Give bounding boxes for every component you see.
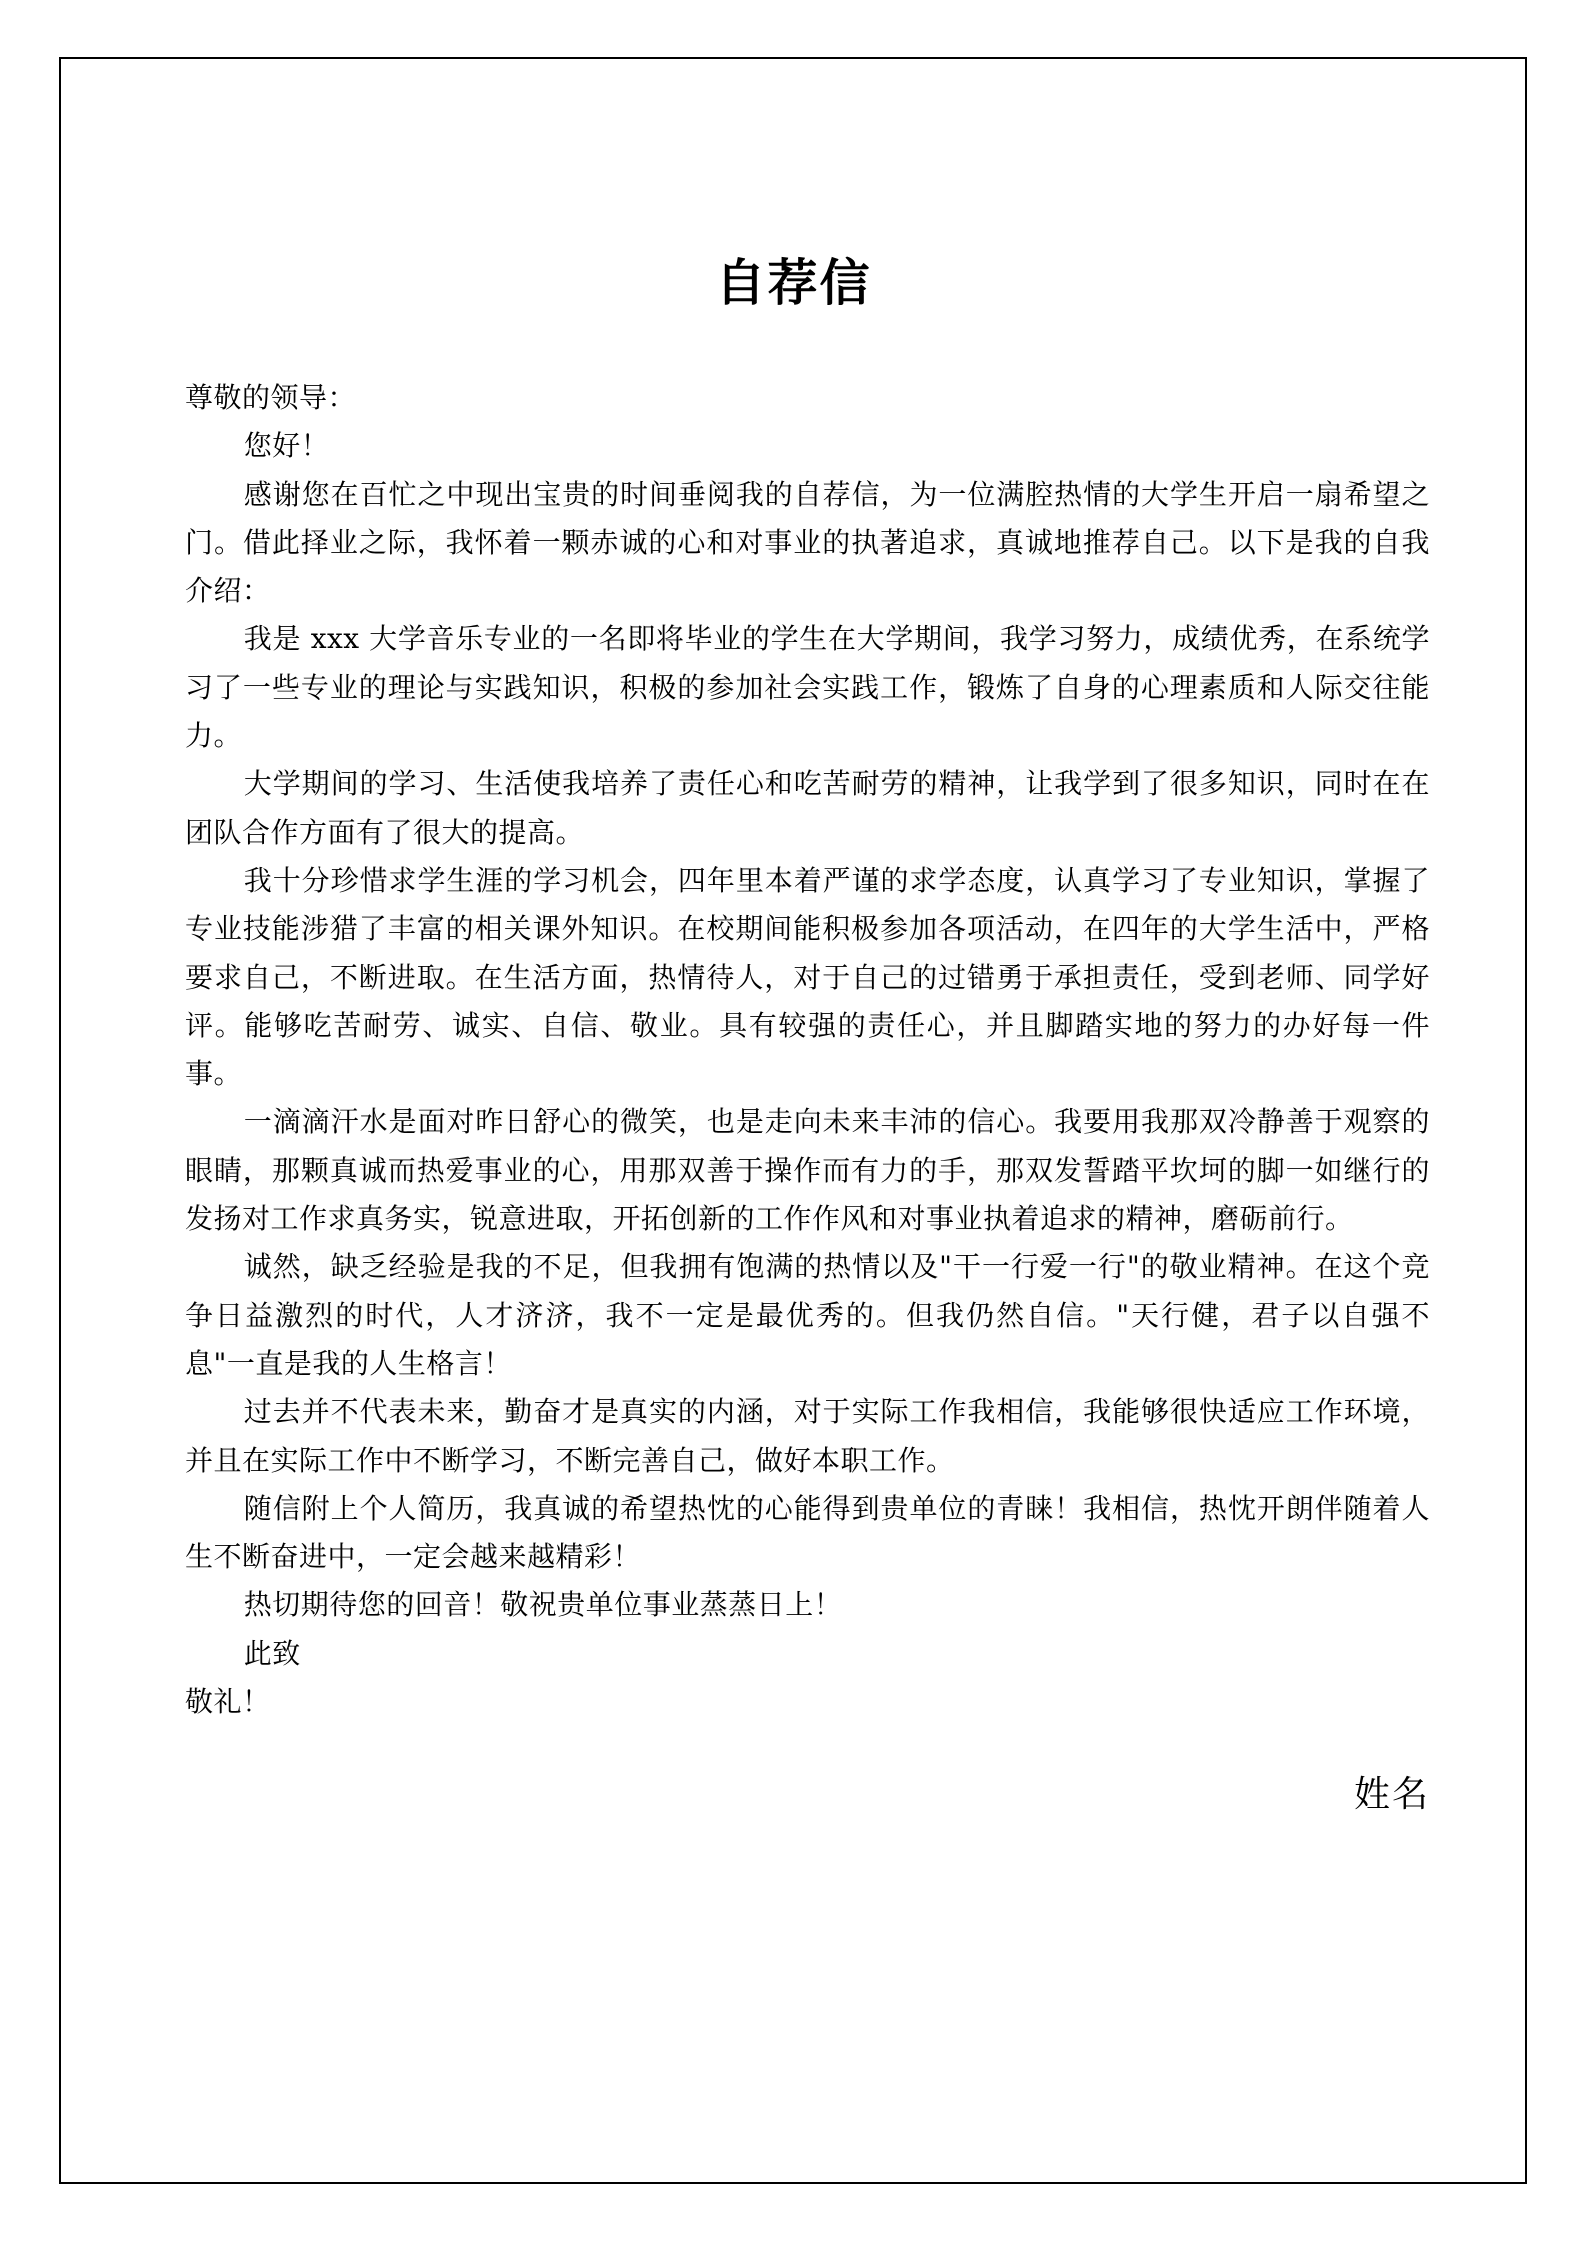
paragraph-7: 过去并不代表未来，勤奋才是真实的内涵，对于实际工作我相信，我能够很快适应工作环境，并且在实际工作中不断学习，不断完善自己，做好本职工作。 bbox=[185, 1395, 1430, 1477]
salutation: 尊敬的领导： bbox=[185, 381, 357, 414]
closing-line-2: 敬礼！ bbox=[185, 1685, 271, 1719]
greeting: 您好！ bbox=[243, 429, 330, 463]
paragraph-4: 我十分珍惜求学生涯的学习机会，四年里本着严谨的求学态度，认真学习了专业知识，掌握了专业技能涉猎了丰富的相关课外知识。在校期间能积极参加各项活动，在四年的大学生活中，严格要求自己，不断进取。在生活方面，热情待人，对于自己的过错勇于承担责任，受到老师、同学好评。能够吃苦耐劳、诚实、自信、敬业。具有较强的责任心，并且脚踏实地的努力的办好每一件事。 bbox=[185, 863, 1430, 1091]
paragraph-2: 我是 xxx 大学音乐专业的一名即将毕业的学生在大学期间，我学习努力，成绩优秀，在系统学习了一些专业的理论与实践知识，积极的参加社会实践工作，锻炼了自身的心理素质和人际交往能力。 bbox=[185, 622, 1430, 753]
paragraph-8: 随信附上个人简历，我真诚的希望热忱的心能得到贵单位的青睐！我相信，热忱开朗伴随着人生不断奋进中，一定会越来越精彩！ bbox=[185, 1491, 1430, 1574]
letter-body bbox=[185, 374, 1430, 1726]
signature: 姓名 bbox=[1353, 1774, 1430, 1815]
paragraph-9: 热切期待您的回音！敬祝贵单位事业蒸蒸日上！ bbox=[243, 1588, 843, 1622]
document-title: 自荐信 bbox=[715, 253, 872, 312]
paragraph-3: 大学期间的学习、生活使我培养了责任心和吃苦耐劳的精神，让我学到了很多知识，同时在在团队合作方面有了很大的提高。 bbox=[185, 767, 1430, 849]
paragraph-6: 诚然，缺乏经验是我的不足，但我拥有饱满的热情以及"干一行爱一行"的敬业精神。在这个竞争日益激烈的时代，人才济济，我不一定是最优秀的。但我仍然自信。"天行健，君子以自强不息"一直是我的人生格言！ bbox=[185, 1250, 1430, 1380]
paragraph-1: 感谢您在百忙之中现出宝贵的时间垂阅我的自荐信，为一位满腔热情的大学生开启一扇希望之门。借此择业之际，我怀着一颗赤诚的心和对事业的执著追求，真诚地推荐自己。以下是我的自我介绍： bbox=[185, 477, 1430, 608]
closing-line-1: 此致 bbox=[243, 1636, 301, 1670]
paragraph-5: 一滴滴汗水是面对昨日舒心的微笑，也是走向未来丰沛的信心。我要用我那双冷静善于观察的眼睛，那颗真诚而热爱事业的心，用那双善于操作而有力的手，那双发誓踏平坎坷的脚一如继行的发扬对工作求真务实，锐意进取，开拓创新的工作作风和对事业执着追求的精神，磨砺前行。 bbox=[185, 1105, 1430, 1236]
